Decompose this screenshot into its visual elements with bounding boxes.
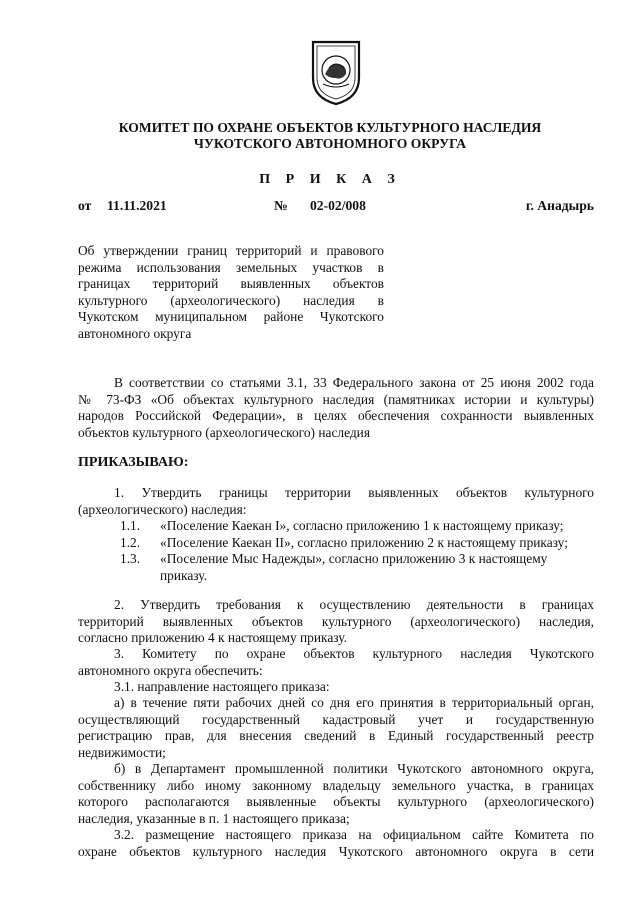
document-meta	[78, 198, 594, 216]
item-1	[78, 485, 594, 518]
item-2	[78, 597, 594, 647]
item-3-1-b-line: собственнику либо иному законному владельцу земельного участка, в границах	[78, 777, 594, 793]
subject-line: культурного (археологического) наследия в	[78, 292, 384, 308]
subitem-number: 1.2.	[120, 534, 141, 550]
item-3-1-b-line: б) в Департамент промышленной политики Чукотского автономного округа,	[114, 761, 594, 776]
document-type: П Р И К А З	[259, 172, 401, 187]
item-3-1-b	[78, 761, 594, 827]
preamble-line: народов Российской Федерации», в целях обеспечения сохранности выявленных	[78, 408, 594, 423]
subitem-text: «Поселение Каекан II», согласно приложению 2 к настоящему приказу;	[160, 534, 568, 550]
item-3-1-a-line: осуществляющий государственный кадастровый учет и государственную	[78, 711, 594, 727]
subject-line: Чукотском муниципальном районе Чукотского	[78, 309, 384, 324]
subitem-number: 1.3.	[120, 551, 141, 566]
item-2-line: территорий выявленных объектов культурного (археологического) наследия,	[78, 613, 594, 629]
subject-line: Об утверждении границ территорий и правового	[78, 243, 384, 258]
item-1-line: 1. Утвердить границы территории выявленных объектов культурного	[114, 485, 594, 500]
item-3-1-a-line: недвижимости;	[78, 744, 166, 760]
subitem-number: 1.1.	[120, 518, 141, 533]
item-3-2-line: 3.2. размещение настоящего приказа на официальном сайте Комитета по	[114, 827, 594, 842]
preamble-line: объектов культурного (археологического) наследия	[78, 424, 370, 440]
subitem-text: «Поселение Мыс Надежды», согласно приложению 3 к настоящему	[160, 551, 548, 566]
date-prefix: от	[78, 198, 92, 213]
item-3-1-b-line: которого располагаются выявленные объекты культурного (археологического)	[78, 794, 594, 809]
order-heading: ПРИКАЗЫВАЮ:	[78, 455, 189, 470]
preamble-line: В соответствии со статьями 3.1, 33 Федерального закона от 25 июня 2002 года	[114, 375, 594, 390]
list-item	[78, 518, 594, 535]
item-3-2-line: охране объектов культурного наследия Чукотского автономного округа в сети	[78, 843, 594, 859]
subject-line: режима использования земельных участков в	[78, 259, 384, 275]
item-3-1-line: 3.1. направление настоящего приказа:	[114, 679, 330, 694]
item-3-line: автономного округа обеспечить:	[78, 662, 263, 678]
item-3-1-a-line: а) в течение пяти рабочих дней со дня его принятия в территориальный орган,	[114, 695, 594, 710]
subitem-text-cont: приказу.	[160, 567, 207, 583]
item-1-line: (археологического) наследия:	[78, 501, 247, 517]
item-2-line: согласно приложению 4 к настоящему приказу.	[78, 630, 347, 645]
item-3-1-a	[78, 695, 594, 761]
item-2-line: 2. Утвердить требования к осуществлению деятельности в границах	[114, 597, 594, 612]
item-3-line: 3. Комитету по охране объектов культурного наследия Чукотского	[114, 646, 594, 661]
item-3	[78, 646, 594, 696]
document-subject	[78, 243, 384, 342]
org-line-2: ЧУКОТСКОГО АВТОНОМНОГО ОКРУГА	[193, 136, 467, 151]
number-sign: №	[274, 198, 288, 213]
preamble-line: № 73-ФЗ «Об объектах культурного наследия (памятниках истории и культуры)	[78, 391, 594, 407]
organization-name	[60, 120, 600, 152]
city: г. Анадырь	[525, 198, 594, 213]
item-3-1-b-line: наследия, указанные в п. 1 настоящего приказа;	[78, 810, 350, 826]
preamble	[78, 375, 594, 441]
item-3-2	[78, 827, 594, 860]
document-date: 11.11.2021	[107, 198, 167, 213]
item-1-subitems	[78, 518, 594, 584]
list-item	[78, 535, 594, 552]
document-number: 02-02/008	[310, 198, 366, 213]
subitem-text: «Поселение Каекан I», согласно приложению 1 к настоящему приказу;	[160, 518, 564, 533]
subject-line: автономного округа	[78, 325, 192, 341]
org-line-1: КОМИТЕТ ПО ОХРАНЕ ОБЪЕКТОВ КУЛЬТУРНОГО НАСЛЕДИЯ	[118, 120, 542, 135]
item-3-1-a-line: регистрацию прав, для внесения сведений в Единый государственный реестр	[78, 728, 594, 743]
list-item	[78, 551, 594, 584]
subject-line: границах территорий выявленных объектов	[78, 276, 384, 291]
chukotka-coat-of-arms-icon	[309, 38, 363, 106]
